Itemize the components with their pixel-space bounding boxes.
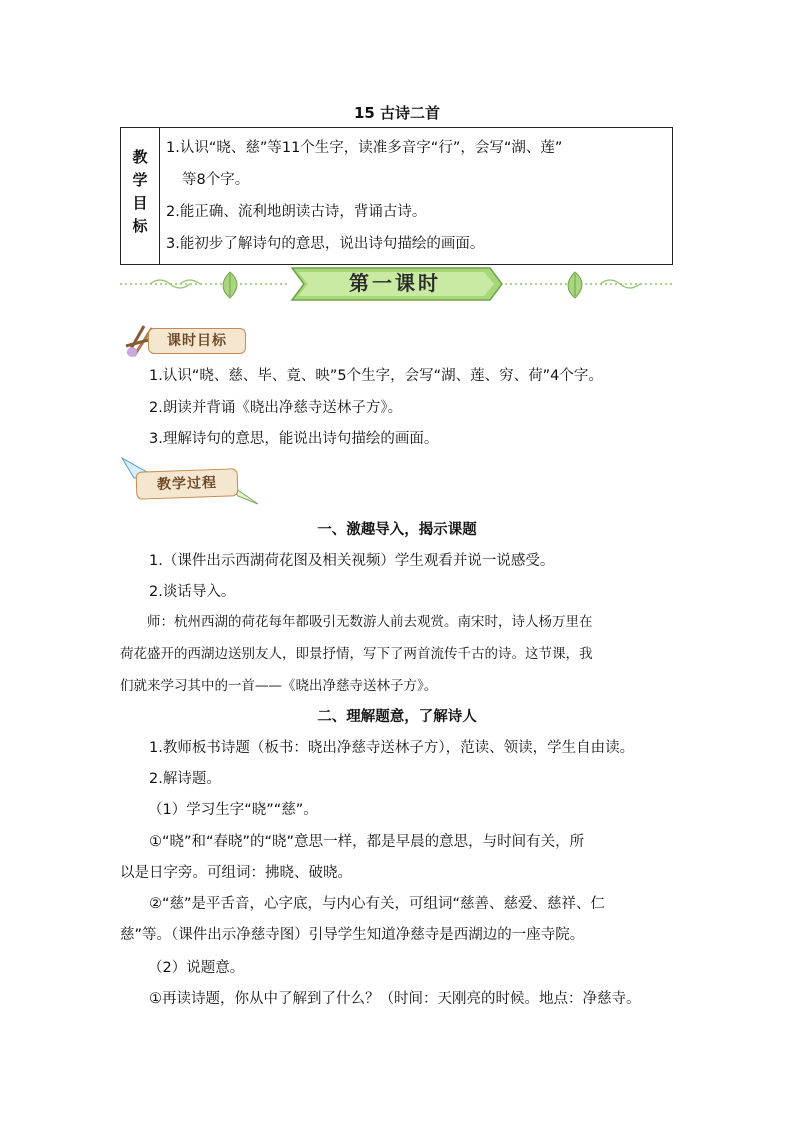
process-tag-group bbox=[120, 456, 270, 508]
leaf-icon bbox=[223, 272, 237, 298]
teaching-goals-label-text: 教 学 目 标 bbox=[132, 148, 148, 235]
process-line: （2）说题意。 bbox=[148, 960, 245, 976]
teaching-goals-label bbox=[121, 128, 160, 265]
section-heading: 一、激趣导入，揭示课题 bbox=[317, 522, 477, 538]
process-line: 1.（课件出示西湖荷花图及相关视频）学生观看并说一说感受。 bbox=[149, 553, 555, 569]
lesson-goal-line: 1.认识“晓、慈、毕、竟、映”5个生字，会写“湖、莲、穷、荷”4个字。 bbox=[149, 368, 603, 384]
teaching-goals-table bbox=[120, 127, 673, 265]
goal-line: 1.认识“晓、慈”等11个生字，读准多音字“行”，会写“湖、莲” bbox=[166, 140, 563, 156]
goal-line: 2.能正确、流利地朗读古诗，背诵古诗。 bbox=[166, 204, 427, 220]
process-line: 1.教师板书诗题（板书：晓出净慈寺送林子方），范读、领读，学生自由读。 bbox=[149, 740, 635, 756]
goal-line: 等8个字。 bbox=[182, 172, 250, 188]
process-line: （1）学习生字“晓”“慈”。 bbox=[148, 802, 318, 818]
process-line: ②“慈”是平舌音，心字底，与内心有关，可组词“慈善、慈爱、慈祥、仁 bbox=[149, 896, 606, 912]
goal-line: 3.能初步了解诗句的意思，说出诗句描绘的画面。 bbox=[166, 236, 485, 252]
process-tag: 教学过程 bbox=[136, 468, 239, 500]
lesson-goals-tag: 课时目标 bbox=[148, 328, 246, 354]
process-line: 慈”等。（课件出示净慈寺图）引导学生知道净慈寺是西湖边的一座寺院。 bbox=[120, 927, 585, 943]
lesson-goal-line: 2.朗读并背诵《晓出净慈寺送林子方》。 bbox=[149, 400, 403, 416]
section-heading: 二、理解题意，了解诗人 bbox=[317, 709, 477, 725]
teaching-goals-body bbox=[160, 128, 673, 265]
process-line: ①“晓”和“春晓”的“晓”意思一样，都是早晨的意思，与时间有关，所 bbox=[149, 834, 585, 850]
lesson-goal-line: 3.理解诗句的意思，能说出诗句描绘的画面。 bbox=[149, 431, 439, 447]
banner-label: 第一课时 bbox=[349, 271, 441, 295]
leaf-icon bbox=[568, 272, 582, 298]
process-line: 以是日字旁。可组词：拂晓、破晓。 bbox=[120, 865, 352, 881]
process-line: 2.谈话导入。 bbox=[149, 584, 236, 600]
teacher-line: 荷花盛开的西湖边送别友人，即景抒情，写下了两首流传千古的诗。这节课，我 bbox=[120, 646, 593, 662]
teacher-line: 师：杭州西湖的荷花每年都吸引无数游人前去观赏。南宋时，诗人杨万里在 bbox=[147, 614, 593, 630]
lesson-banner bbox=[120, 262, 673, 306]
teacher-line: 们就来学习其中的一首——《晓出净慈寺送林子方》。 bbox=[120, 678, 438, 694]
process-line: ①再读诗题，你从中了解到了什么？（时间：天刚亮的时候。地点：净慈寺。 bbox=[149, 991, 641, 1007]
lesson-goals-tag-group bbox=[122, 320, 252, 360]
page-title: 15 古诗二首 bbox=[353, 104, 441, 122]
process-line: 2.解诗题。 bbox=[149, 771, 221, 787]
